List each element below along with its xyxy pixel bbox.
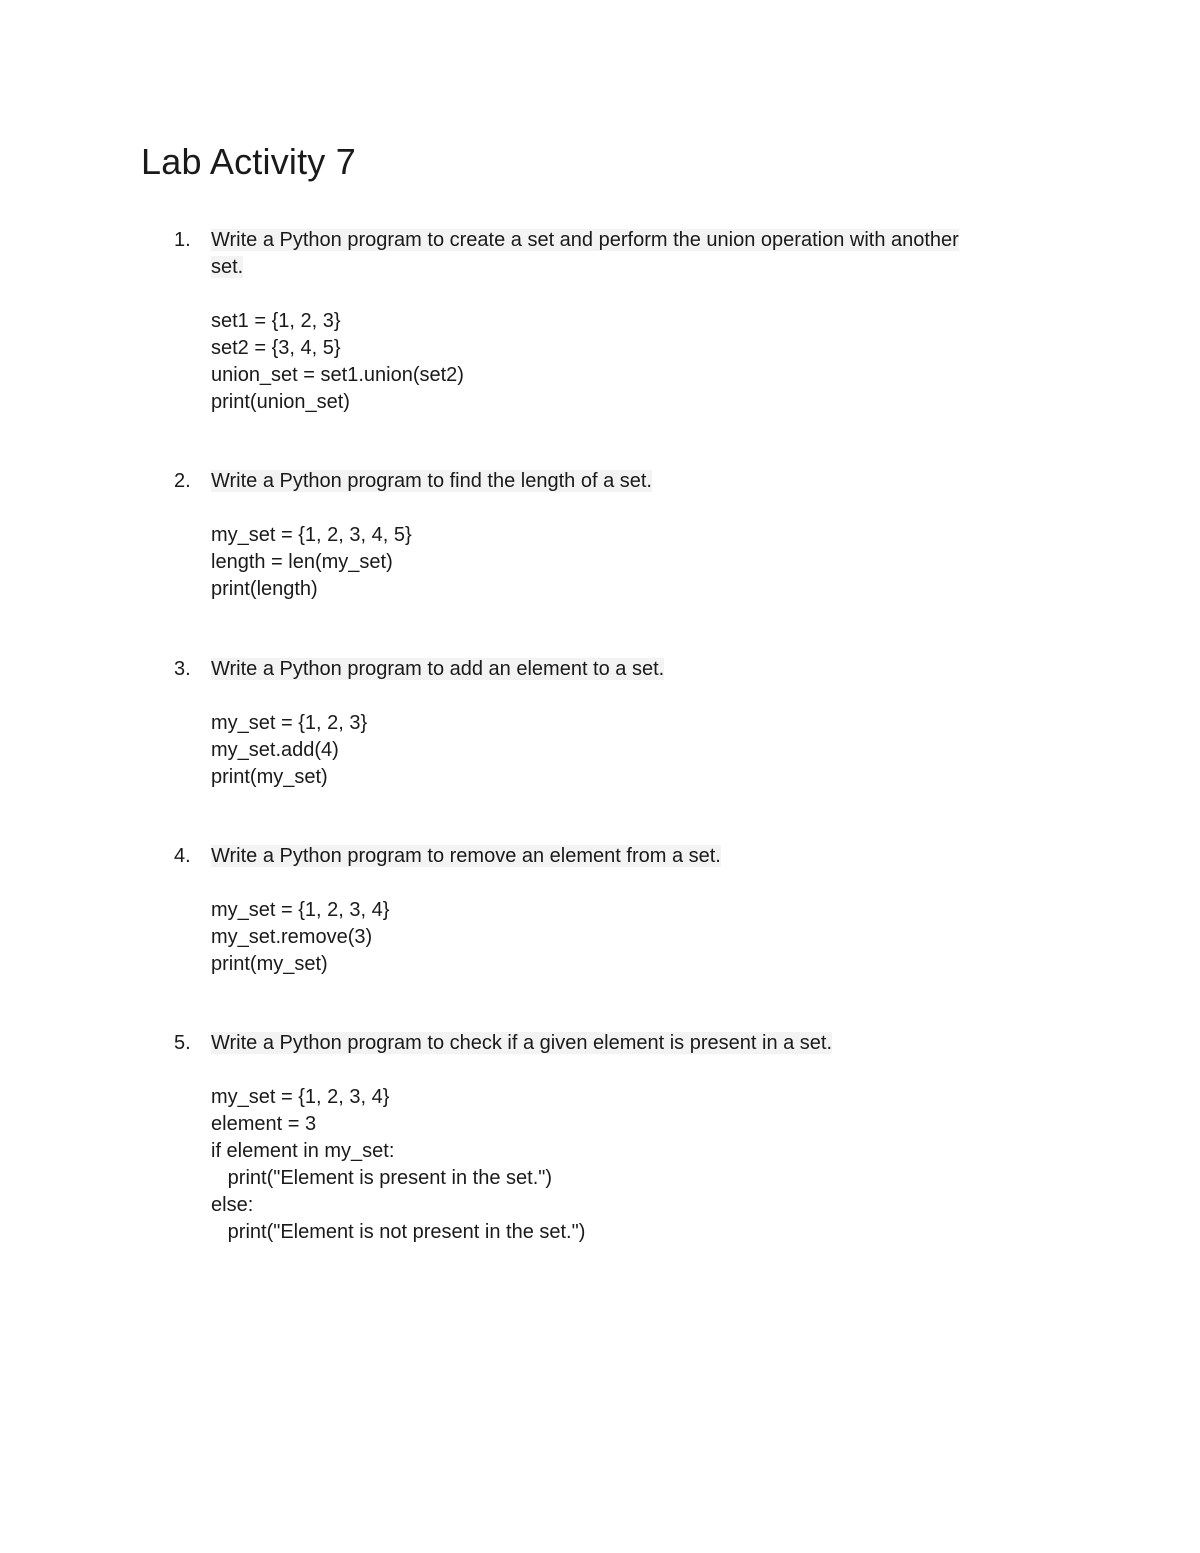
task-prompt <box>211 468 1031 495</box>
code-block: my_set = {1, 2, 3, 4, 5} length = len(my_set) print(length) <box>211 524 412 600</box>
task-number: 5. <box>174 1032 191 1054</box>
task-prompt-line: Write a Python program to add an element to a set. <box>211 658 665 680</box>
task-prompt-line: Write a Python program to create a set and perform the union operation with another <box>211 229 959 251</box>
code-block: my_set = {1, 2, 3} my_set.add(4) print(my_set) <box>211 712 368 788</box>
code-block: my_set = {1, 2, 3, 4} my_set.remove(3) print(my_set) <box>211 899 390 975</box>
task-number: 4. <box>174 845 191 867</box>
code-block: set1 = {1, 2, 3} set2 = {3, 4, 5} union_set = set1.union(set2) print(union_set) <box>211 310 464 413</box>
task-prompt-line: Write a Python program to find the length of a set. <box>211 470 652 492</box>
task-prompt <box>211 227 1031 281</box>
task-number: 2. <box>174 470 191 492</box>
task-prompt-line: set. <box>211 256 244 278</box>
task-prompt-line: Write a Python program to check if a given element is present in a set. <box>211 1032 833 1054</box>
task-prompt-line: Write a Python program to remove an element from a set. <box>211 845 721 867</box>
task-prompt <box>211 656 1031 683</box>
task-number: 1. <box>174 229 191 251</box>
code-block: my_set = {1, 2, 3, 4} element = 3 if element in my_set: print("Element is present in the set.") else: print("Element is not present in the set.") <box>211 1086 586 1243</box>
task-number: 3. <box>174 658 191 680</box>
page-title: Lab Activity 7 <box>141 141 356 182</box>
task-prompt <box>211 843 1031 870</box>
task-prompt <box>211 1030 1031 1057</box>
